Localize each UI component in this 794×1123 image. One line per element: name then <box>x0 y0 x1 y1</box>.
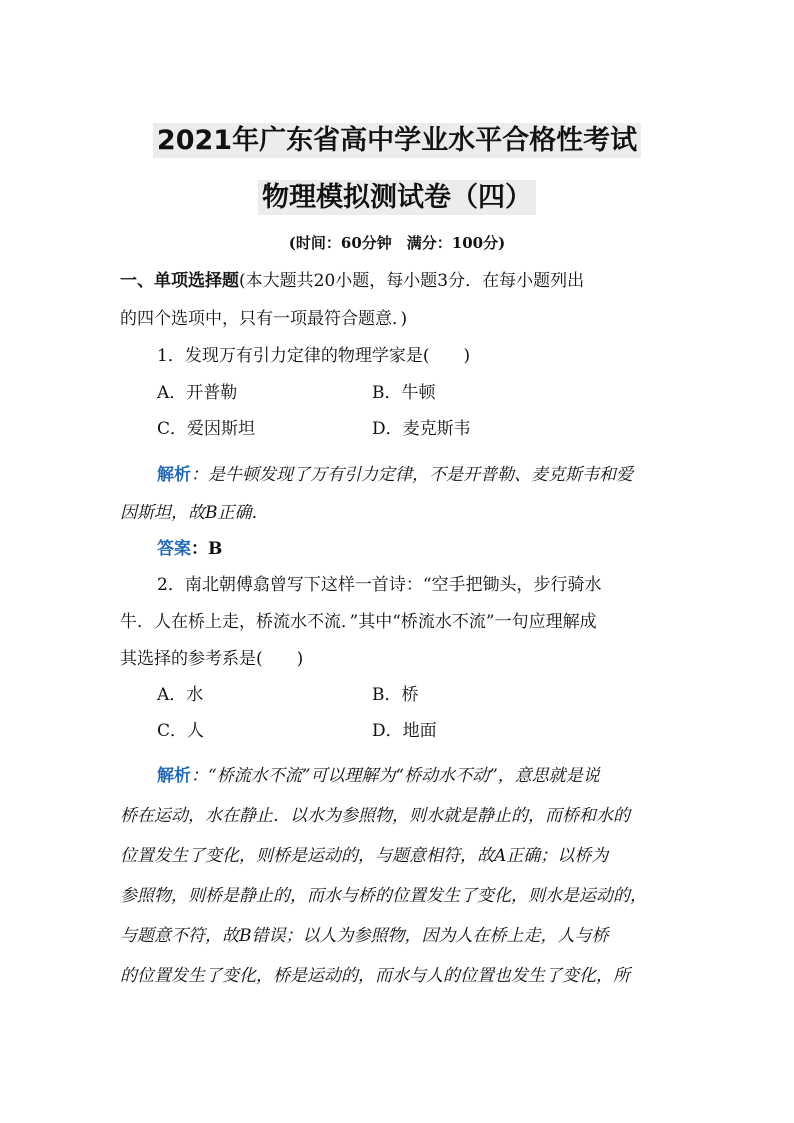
q2-analysis-line3: 位置发生了变化，则桥是运动的，与题意相符，故A正确；以桥为 <box>120 846 609 866</box>
q2-option-d: D．地面 <box>372 721 437 741</box>
q1-answer-value: ：B <box>191 539 223 559</box>
section-heading-line1 <box>120 266 674 291</box>
q1-answer-label: 答案 <box>157 539 191 559</box>
q1-option-a: A．开普勒 <box>157 383 238 403</box>
q2-stem-line1: 2．南北朝傅翕曾写下这样一首诗：“空手把锄头，步行骑水 <box>157 575 602 595</box>
q2-analysis-line4: 参照物，则桥是静止的，而水与桥的位置发生了变化，则水是运动的， <box>120 886 647 906</box>
q1-option-c: C．爱因斯坦 <box>157 419 256 439</box>
q2-stem-line2: 牛．人在桥上走，桥流水不流．”其中“桥流水不流”一句应理解成 <box>120 612 597 632</box>
q1-analysis-text1: ：是牛顿发现了万有引力定律，不是开普勒、麦克斯韦和爱 <box>191 465 633 485</box>
q1-stem: 1．发现万有引力定律的物理学家是( ) <box>157 346 471 366</box>
q1-option-b: B．牛顿 <box>372 383 436 403</box>
q2-stem-line3: 其选择的参考系是( ) <box>120 649 304 669</box>
exam-time-score: (时间：60分钟 满分：100分) <box>288 234 506 252</box>
exam-title-line2: 物理模拟测试卷（四） <box>0 175 794 214</box>
section-desc-line2: 的四个选项中，只有一项最符合题意．) <box>120 309 408 329</box>
q2-analysis-line2: 桥在运动，水在静止．以水为参照物，则水就是静止的，而桥和水的 <box>120 806 630 826</box>
section-heading: 一、单项选择题 <box>120 271 239 291</box>
q2-analysis-label: 解析 <box>157 766 191 786</box>
q1-analysis-line1 <box>157 460 633 485</box>
q2-option-b: B．桥 <box>372 685 419 705</box>
q2-option-c: C．人 <box>157 721 205 741</box>
exam-title-line1: 2021年广东省高中学业水平合格性考试 <box>0 118 794 157</box>
q1-analysis-label: 解析 <box>157 465 191 485</box>
q2-analysis-line5: 与题意不符，故B错误；以人为参照物，因为人在桥上走，人与桥 <box>120 926 609 946</box>
q1-option-d: D．麦克斯韦 <box>372 419 471 439</box>
q1-analysis-line2: 因斯坦，故B正确． <box>120 503 269 523</box>
q2-analysis-line6: 的位置发生了变化，桥是运动的，而水与人的位置也发生了变化，所 <box>120 966 630 986</box>
q2-analysis-line1 <box>157 761 600 786</box>
q2-option-a: A．水 <box>157 685 204 705</box>
section-desc-part1: (本大题共20小题，每小题3分．在每小题列出 <box>239 271 585 291</box>
q1-answer <box>157 534 222 559</box>
q2-analysis-text1: ：“桥流水不流”可以理解为“桥动水不动”，意思就是说 <box>191 766 600 786</box>
